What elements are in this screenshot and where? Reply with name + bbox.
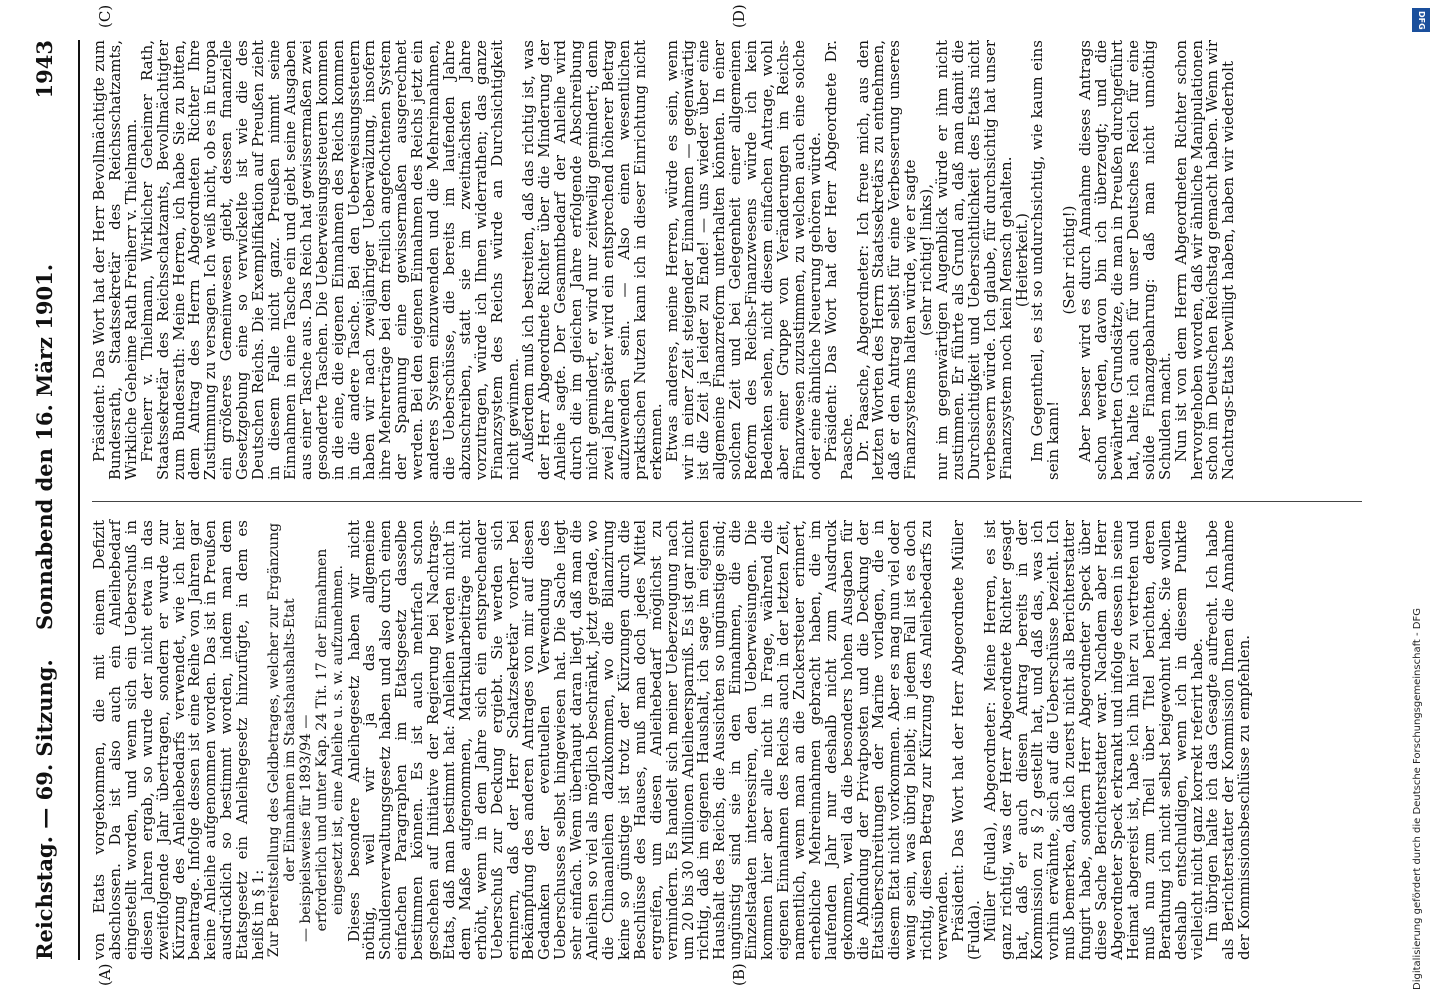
speaker-paragraph: Präsident: Das Wort hat der Herr Abgeordnete Dr. Paasche. — [821, 40, 856, 480]
paragraph: Aber besser wird es durch Annahme dieses Antrags schon werden, davon bin ich überzeugt; und die bewährten Grundsätze, die man in Preußen durchgeführt hat, halte ich auch für unser Deutsches Reich für eine solide Finanzgebahrung: daß man nicht unnöthig Schulden macht. — [1076, 40, 1174, 480]
speaker-paragraph: Präsident: Das Wort hat der Herr Bevollmächtigte zum Bundesrath, Staatssekretär des Reichsschatzamts, Wirkliche Geheime Rath Freiherr v. Thielmann. — [90, 40, 140, 480]
speaker-paragraph: Dr. Paasche, Abgeordneter: Ich freue mich, aus den letzten Worten des Herrn Staatssekretärs zu entnehmen, daß er den Antrag selbst für eine Verbesserung unseres Finanzsystems halten würde, wie er sagte — [853, 40, 920, 480]
header-session: Reichstag. — 69. Sitzung. — [32, 659, 57, 960]
quote: Zur Bereitstellung des Geldbetrages, welcher zur Ergänzung der Einnahmen im Staatshaushalts-Etat — [265, 522, 298, 958]
right-column — [92, 40, 1237, 480]
speaker-paragraph: Präsident: Das Wort hat der Herr Abgeordnete Müller (Fulda). — [948, 520, 983, 960]
quote: — beispielsweise für 1893/94 — — [297, 714, 314, 942]
header-rule — [78, 40, 80, 960]
paragraph: Dieses besondere Anleihegesetz haben wir nicht nöthig, weil wir ja das allgemeine Schuldenverwaltungsgesetz haben und also durch einen einfachen Paragraphen im Etatsgesetz dasselbe bestimmen können. Es ist auch mehrfach schon geschehen auf Initiative der Regierung bei Nachtrags-Etats, daß man bestimmt hat: Anleihen werden nicht in dem Maße aufgenommen, Matrikularbeiträge nicht erhöht, wenn in dem Jahre sich ein entsprechender Ueberschuß zur Deckung ergiebt. Sie werden sich erinnern, daß der Herr Schatzsekretär vorher bei Bekämpfung des anderen Antrages von mir auf diesen Gedanken der eventuellen Verwendung des Ueberschusses selbst hingewiesen hat. Die Sache liegt sehr einfach. Wenn überhaupt daran liegt, daß man die Anleihen so viel als möglich beschränkt, jetzt gerade, wo die Chinaanleihen dazukommen, wo die Bilanzirung keine so günstige ist trotz der Kürzungen durch die Beschlüsse des Hauses, muß man doch jedes Mittel ergreifen, um diesen Anleihebedarf möglichst zu vermindern. Es handelt sich meiner Ueberzeugung nach um 20 bis 30 Millionen Anleiheersparniß. Es ist gar nicht richtig, daß im eigenen Haushalt, ich sage im eigenen Haushalt des Reichs, die Aussichten so ungünstige sind; ungünstig sind sie in den Einnahmen, die die Einzelstaaten interessiren, den Ueberweisungen. Die kommen hier aber alle nicht in Frage, während die eigenen Einnahmen des Reichs auch in der letzten Zeit, namentlich, wenn man an die Zuckersteuer erinnert, erhebliche Mehreinnahmen gebracht haben, die im laufenden Jahr nur deshalb nicht zum Ausdruck gekommen, weil da die besonders hohen Ausgaben für die Abfindung der Privatposten und die Deckung der Etatsüberschreitungen der Marine vorlagen, die in diesem Etat nicht vorkommen. Aber es mag nun viel oder wenig sein, was übrig bleibt; in jedem Fall ist es doch richtig, diesen Betrag zur Kürzung des Anleihebedarfs zu verwenden. — [344, 520, 952, 960]
marker-a: (A) — [96, 963, 114, 986]
marker-c: (C) — [96, 4, 114, 28]
interjection: (Heiterkeit.) — [1012, 212, 1031, 308]
header-page-number: 1943 — [32, 40, 57, 99]
column-divider — [92, 501, 1362, 502]
paragraph: Im Gegentheil, es ist so undurchsichtig, wie kaum eins sein kann! — [1028, 40, 1063, 480]
paragraph: Nun ist von dem Herrn Abgeordneten Richter schon hervorgehoben worden, daß wir ähnliche Manipulationen schon im Deutschen Reichstag gemacht haben. Wenn wir Nachtrags-Etats bewilligt haben, haben wir wiederholt — [1171, 40, 1238, 480]
header-date: Sonnabend den 16. März 1901. — [32, 263, 57, 630]
quote: erforderlich und unter Kap. 24 Tit. 17 der Einnahmen eingesetzt ist, eine Anleihe u. s. w. aufzunehmen. — [313, 548, 346, 932]
paragraph: von Etats vorgekommen, die mit einem Defizit abschlossen. Da ist also auch ein Anleihebedarf eingestellt worden, und wenn sich ein Ueberschuß in diesen Jahren ergab, so wurde der nicht etwa in das zweitfolgende Jahr übertragen, sondern er wurde zur Kürzung des Anleihebedarfs verwendet, wie ich hier beantrage. Infolge dessen ist eine Reihe von Jahren gar keine Anleihe aufgenommen worden. Das ist in Preußen ausdrücklich so bestimmt worden, indem man dem Etatsgesetz ein Anleihegesetz hinzufügte, in dem es heißt in § 1: — [90, 520, 268, 960]
paragraph: Etwas anderes, meine Herren, würde es sein, wenn wir in einer Zeit steigender Einnahmen — gegenwärtig ist die Zeit ja leider zu Ende! — uns wieder über eine allgemeine Finanzreform unterhalten könnten. In einer solchen Zeit und bei Gelegenheit einer allgemeinen Reform des Reichs-Finanzwesens würde ich kein Bedenken sehen, nicht diesem einfachen Antrage, wohl aber einer Gruppe von Veränderungen im Reichs-Finanzwesen zuzustimmen, zu welchen auch eine solche oder eine ähnliche Neuerung gehören würde. — [662, 40, 824, 480]
interjection: (sehr richtig! links), — [917, 184, 936, 336]
paragraph: Außerdem muß ich bestreiten, daß das richtig ist, was der Herr Abgeordnete Richter über die Minderung der Anleihe sagte. Der Gesammtbedarf der Anleihe wird durch die im gleichen Jahre erfolgende Abschreibung nicht gemindert, er wird nur zeitweilig gemindert; denn zwei Jahre später wird ein entsprechend höherer Betrag aufzuwenden sein. — Also einen wesentlichen praktischen Nutzen kann ich in dieser Einrichtung nicht erkennen. — [519, 40, 665, 480]
speaker-paragraph: Müller (Fulda), Abgeordneter: Meine Herren, es ist ganz richtig, was der Herr Abgeordnete Richter gesagt hat, daß er auch diesen Antrag bereits in der Kommission zu § 2 gestellt hat, und daß das, was ich vorhin erwähnte, sich auf die Ueberschüsse bezieht. Ich muß bemerken, daß ich zuerst nicht als Berichterstatter fungirt habe, sondern Herr Abgeordneter Speck über diese Sache Berichterstatter war. Nachdem aber Herr Abgeordneter Speck erkrankt und infolge dessen in seine Heimat abgereist ist, habe ich ihn hier zu vertreten und muß nun zum Theil über Titel berichten, deren Berathung ich nicht selbst beigewohnt habe. Sie wollen deshalb entschuldigen, wenn ich in diesem Punkte vielleicht nicht ganz korrekt referirt habe. — [980, 520, 1206, 960]
digitization-credit — [1412, 10, 1430, 990]
paragraph: Im übrigen halte ich das Gesagte aufrecht. Ich habe als Berichterstatter der Kommission Ihnen die Annahme der Kommissionsbeschlüsse zu empfehlen. — [1203, 520, 1254, 960]
marker-b: (B) — [730, 963, 748, 986]
paragraph: nur im gegenwärtigen Augenblick würde er ihm nicht zustimmen. Er führte als Grund an, daß man damit die Durchsichtigkeit und Uebersichtlichkeit des Etats nicht verbessern würde. Ich glaube, für durchsichtig hat unser Finanzsystem noch kein Mensch gehalten. — [933, 40, 1015, 480]
page-header — [22, 40, 62, 960]
speaker-paragraph: Freiherr v. Thielmann, Wirklicher Geheimer Rath, Staatssekretär des Reichsschatzamts, Bevollmächtigter zum Bundesrath: Meine Herren, ich habe Sie zu bitten, dem Antrag des Herrn Abgeordneten Richter Ihre Zustimmung zu versagen. Ich weiß nicht, ob es in Europa ein größeres Gemeinwesen giebt, dessen finanzielle Gesetzgebung eine so verwickelte ist wie die des Deutschen Reichs. Die Exemplifikation auf Preußen zieht in diesem Falle nicht ganz. Preußen nimmt seine Einnahmen in eine Tasche ein und giebt seine Ausgaben aus einer Tasche aus. Das Reich hat gewissermaßen zwei gesonderte Taschen. Die Ueberweisungssteuern kommen in die eine, die eigenen Einnahmen des Reichs kommen in die andere Tasche. Bei den Ueberweisungssteuern haben wir nach zweijähriger Ueberwälzung, insofern ihre Mehrerträge bei dem freilich angefochtenen System der Spannung eine gewissermaßen ausgerechnet werden. Bei den eigenen Einnahmen des Reichs jetzt ein anderes System einzuwenden und die Mehreinnahmen, die Ueberschüsse, die bereits im laufenden Jahre abzuschreiben, statt sie im zweitnächsten Jahre vorzutragen, würde ich Ihnen widerrathen; das ganze Finanzsystem des Reichs würde an Durchsichtigkeit nicht gewinnen. — [137, 40, 522, 480]
interjection: (Sehr richtig!) — [1060, 205, 1079, 315]
credit-text: Digitalisierung gefördert durch die Deutsche Forschungsgemeinschaft - DFG — [1412, 607, 1423, 990]
left-column — [92, 520, 1253, 960]
dfg-logo: DFG — [1412, 8, 1430, 32]
marker-d: (D) — [730, 4, 748, 28]
